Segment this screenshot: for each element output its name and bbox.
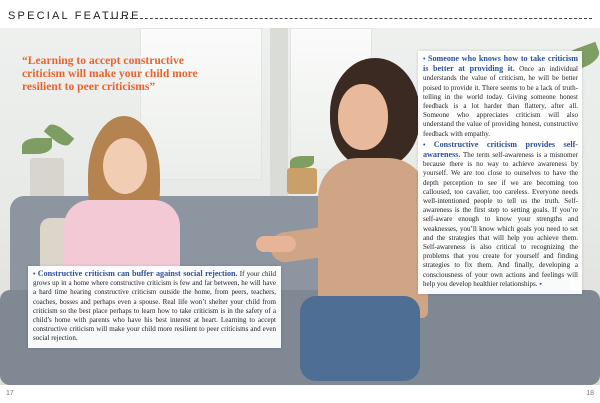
- header-divider: [105, 18, 592, 19]
- end-mark: ▪: [537, 279, 542, 288]
- woman-face: [338, 84, 388, 150]
- left-body-text: If your child grows up in a home where constructive criticism is few and far between, he will have a hard time hearing constructive criticism outside the home, from peers, teachers, coaches, bosses and perhaps even a spouse. Real life won’t shelter your child from criticism so the best place perhaps to learn how to take criticism is in the safety of a child’s home with parents who have his best interest at heart. Learning to accept constructive criticism will make your child more resilient to peer criticisms and even social rejection.: [33, 270, 276, 343]
- right-lead-heading-2: Constructive criticism provides self-awareness.: [423, 139, 579, 160]
- plant-pot: [30, 158, 64, 198]
- right-paragraph-2: [423, 140, 578, 289]
- bullet-mark: •: [423, 140, 426, 149]
- left-lead-heading: Constructive criticism can buffer against social rejection.: [37, 269, 238, 278]
- plant-leaf: [290, 156, 314, 168]
- right-body-text-1: Once an individual understands the value of criticism, he will be better poised to provide it. There seems to be a lack of truth-telling in the world today. Giving someone honest feedback is a lot harder than flattery, after all. Someone who appreciates criticism will also understand the value of providing honest, constructive feedback with empathy.: [423, 65, 578, 138]
- bullet-mark: •: [423, 55, 426, 63]
- left-paragraph: [33, 269, 276, 344]
- woman-jeans: [300, 296, 420, 381]
- right-paragraph-1: [423, 54, 578, 139]
- girl-face: [103, 138, 147, 194]
- right-body-text-2: The term self-awareness is a misnomer because there is no way to achieve awareness by yourself. We are too close to ourselves to have the depth perception to see if we are becoming too calloused, too cavalier, too careless. Everyone needs well-intentioned people to tell us the truth. Self-awareness is the first step to setting goals. If you’re self-aware enough to know your strengths and weaknesses, you’ll know which goals you need to set and the strategies that will help you achieve them. Self-awareness is also critical to recognizing the problems that you create for yourself and finding strategies to fix them. And finally, developing a consciousness of your own actions and feelings will help you develop healthier relationships.: [423, 151, 578, 288]
- pull-quote: “Learning to accept constructive criticism will make your child more resilient to peer criticisms”: [22, 54, 198, 93]
- curtain: [270, 28, 288, 218]
- plant-leaf: [22, 138, 52, 154]
- woman-hand: [256, 236, 296, 252]
- bullet-mark: •: [33, 270, 36, 278]
- right-lead-heading-1: Someone who knows how to take criticism is better at providing it.: [423, 54, 579, 74]
- section-title: SPECIAL FEATURE: [8, 10, 141, 22]
- left-text-box: [28, 266, 281, 348]
- header-bar: [0, 0, 600, 28]
- page-number-left: 17: [6, 390, 14, 397]
- right-text-box: [418, 51, 582, 294]
- page-number-right: 18: [586, 390, 594, 397]
- plant-pot: [287, 168, 317, 194]
